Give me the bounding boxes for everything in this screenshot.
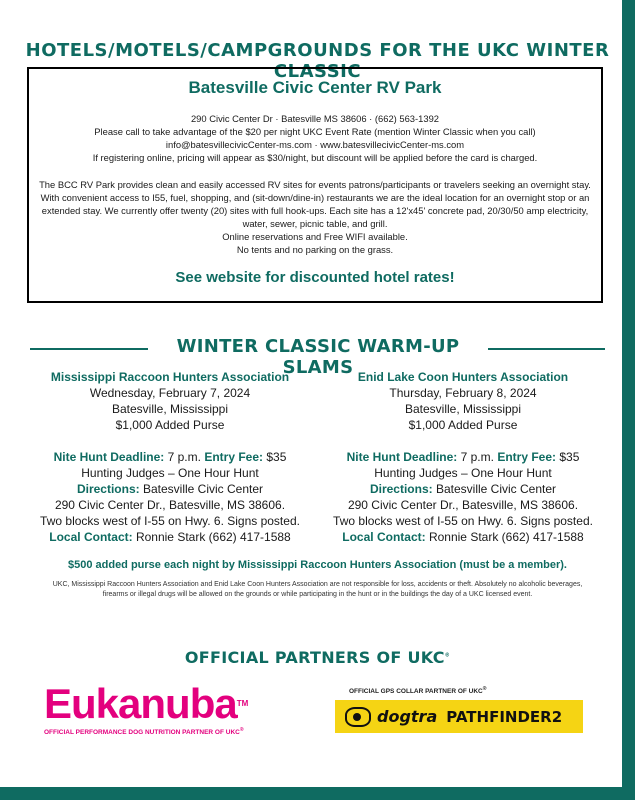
eukanuba-logo bbox=[44, 682, 248, 736]
rv-park-box bbox=[27, 67, 603, 303]
rv-park-rules-note: No tents and no parking on the grass. bbox=[236, 244, 394, 255]
rv-park-contact: info@batesvillecivicCenter-ms.com · www.batesvillecivicCenter-ms.com bbox=[165, 139, 465, 150]
contact-label: Local Contact: bbox=[49, 530, 133, 544]
registered-mark: ® bbox=[444, 652, 451, 659]
event-contact-line bbox=[313, 529, 613, 545]
contact-value: Ronnie Stark (662) 417-1588 bbox=[428, 530, 584, 544]
bottom-border-bar bbox=[0, 787, 635, 800]
contact-label: Local Contact: bbox=[342, 530, 426, 544]
deadline-value: 7 p.m. bbox=[167, 450, 201, 464]
event-note: Two blocks west of I-55 on Hwy. 6. Signs posted. bbox=[333, 514, 593, 528]
eukanuba-tagline bbox=[44, 727, 248, 736]
directions-value: Batesville Civic Center bbox=[435, 482, 557, 496]
divider-left bbox=[30, 348, 148, 350]
registered-mark: ® bbox=[239, 727, 244, 733]
partners-title bbox=[0, 648, 635, 667]
fee-value: $35 bbox=[559, 450, 580, 464]
dogtra-wordmark: dogtra bbox=[377, 707, 438, 726]
eukanuba-name: Eukanuba bbox=[44, 680, 237, 727]
partners-title-text: OFFICIAL PARTNERS OF UKC bbox=[184, 648, 445, 667]
event-column-elcha bbox=[313, 369, 613, 545]
trademark-mark: TM bbox=[236, 699, 249, 708]
event-judges: Hunting Judges – One Hour Hunt bbox=[81, 466, 259, 480]
directions-label: Directions: bbox=[76, 482, 140, 496]
event-association: Enid Lake Coon Hunters Association bbox=[357, 370, 569, 384]
event-date: Wednesday, February 7, 2024 bbox=[89, 386, 251, 400]
fee-value: $35 bbox=[266, 450, 287, 464]
rv-park-address: 290 Civic Center Dr · Batesville MS 38606 · (662) 563-1392 bbox=[190, 113, 440, 124]
disclaimer: UKC, Mississippi Raccoon Hunters Association and Enid Lake Coon Hunters Association are not responsible for loss, accidents or theft. Absolutely no alcoholic beverages, firearms or illegal drugs will be allowed on the grounds or while participating in the hunt or in the buildings the day of a UKC licensed event. bbox=[52, 581, 583, 598]
gps-partner-label bbox=[349, 686, 486, 695]
rv-park-title: Batesville Civic Center RV Park bbox=[188, 78, 442, 97]
pathfinder-wordmark: PATHFINDER2 bbox=[446, 707, 563, 726]
deadline-value: 7 p.m. bbox=[460, 450, 494, 464]
page-title: HOTELS/MOTELS/CAMPGROUNDS FOR THE UKC WINTER CLASSIC bbox=[25, 40, 610, 82]
purse-note: $500 added purse each night by Mississippi Raccoon Hunters Association (must be a member). bbox=[67, 559, 567, 571]
eukanuba-wordmark bbox=[44, 682, 248, 726]
fee-label: Entry Fee: bbox=[497, 450, 557, 464]
rv-park-info bbox=[29, 112, 601, 164]
event-judges: Hunting Judges – One Hour Hunt bbox=[374, 466, 552, 480]
event-address: 290 Civic Center Dr., Batesville, MS 38606. bbox=[54, 498, 286, 512]
rv-park-description bbox=[29, 178, 601, 256]
event-location: Batesville, Mississippi bbox=[111, 402, 229, 416]
deadline-label: Nite Hunt Deadline: bbox=[346, 450, 458, 464]
event-deadline-line bbox=[313, 449, 613, 465]
gps-partner-label-text: OFFICIAL GPS COLLAR PARTNER OF UKC bbox=[349, 688, 483, 696]
event-directions-line bbox=[313, 481, 613, 497]
rv-park-wifi-note: Online reservations and Free WIFI available. bbox=[222, 231, 408, 242]
deadline-label: Nite Hunt Deadline: bbox=[53, 450, 165, 464]
eukanuba-tagline-text: OFFICIAL PERFORMANCE DOG NUTRITION PARTNER OF UKC bbox=[44, 729, 240, 737]
right-border-bar bbox=[622, 0, 635, 800]
dogtra-emblem-icon bbox=[345, 707, 371, 727]
contact-value: Ronnie Stark (662) 417-1588 bbox=[135, 530, 291, 544]
dogtra-pathfinder-logo bbox=[335, 700, 583, 733]
event-location: Batesville, Mississippi bbox=[404, 402, 522, 416]
event-deadline-line bbox=[20, 449, 320, 465]
event-purse: $1,000 Added Purse bbox=[408, 418, 518, 432]
event-date: Thursday, February 8, 2024 bbox=[389, 386, 537, 400]
event-address: 290 Civic Center Dr., Batesville, MS 38606. bbox=[347, 498, 579, 512]
directions-label: Directions: bbox=[369, 482, 433, 496]
divider-right bbox=[488, 348, 605, 350]
event-note: Two blocks west of I-55 on Hwy. 6. Signs posted. bbox=[40, 514, 300, 528]
event-purse: $1,000 Added Purse bbox=[115, 418, 225, 432]
fee-label: Entry Fee: bbox=[204, 450, 264, 464]
event-column-mrha bbox=[20, 369, 320, 545]
rv-park-online-note: If registering online, pricing will appear as $30/night, but discount will be applied before the card is charged. bbox=[92, 152, 538, 163]
event-association: Mississippi Raccoon Hunters Association bbox=[50, 370, 290, 384]
hotel-rates-cta: See website for discounted hotel rates! bbox=[175, 269, 455, 286]
rv-park-description-text: The BCC RV Park provides clean and easily accessed RV sites for events patrons/participants or travelers seeking an overnight stay. With convenient access to I55, fuel, shopping, and (sit-down/dine-in) restaurants we are the ideal location for an overnight stop or an extended stay. We currently offer twenty (20) sites with full hook-ups. Each site has a 12'x45' concrete pad, 20/30/50 amp electricity, water, sewer, picnic table, and grill. bbox=[39, 179, 591, 229]
event-directions-line bbox=[20, 481, 320, 497]
rv-park-rate-note: Please call to take advantage of the $20 per night UKC Event Rate (mention Winter Classic when you call) bbox=[94, 126, 536, 137]
registered-mark: ® bbox=[482, 686, 487, 692]
directions-value: Batesville Civic Center bbox=[142, 482, 264, 496]
slams-title: WINTER CLASSIC WARM-UP SLAMS bbox=[176, 336, 460, 378]
event-contact-line bbox=[20, 529, 320, 545]
